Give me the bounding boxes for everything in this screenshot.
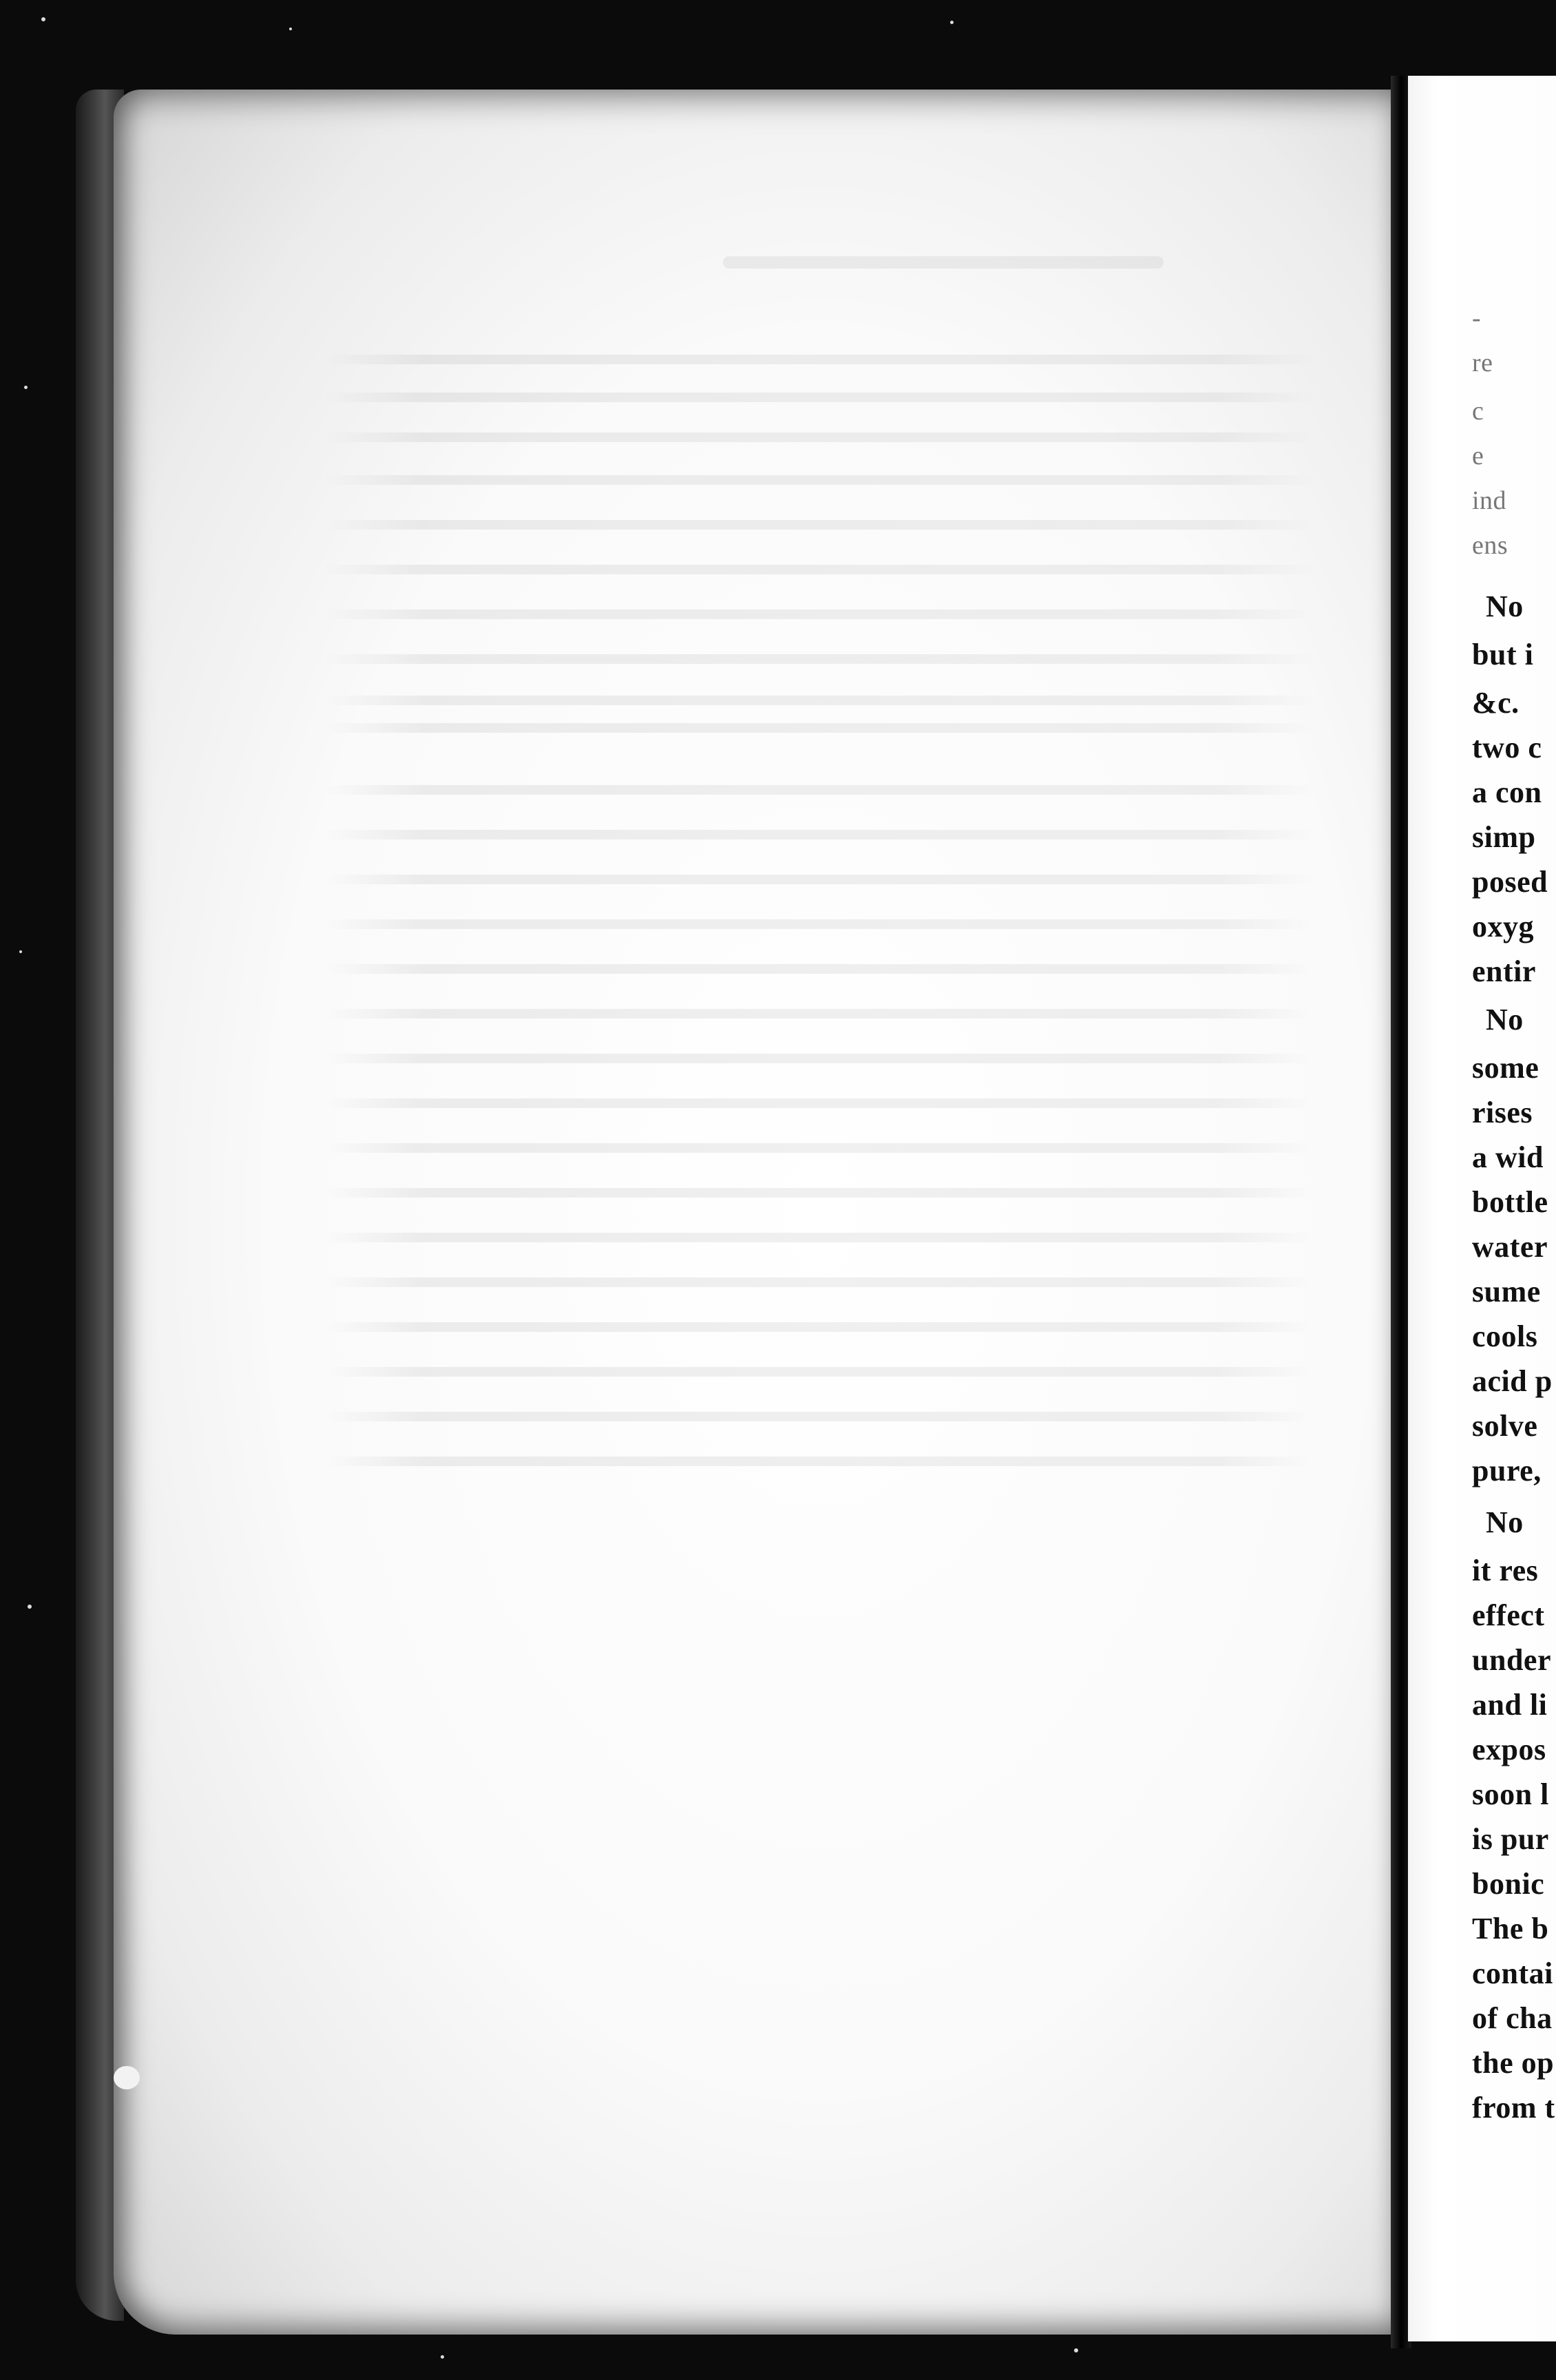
faint-text-line: -	[1472, 304, 1482, 333]
show-through-line	[324, 609, 1315, 619]
faint-text-line: e	[1472, 441, 1484, 470]
text-line: expos	[1472, 1733, 1546, 1766]
text-line: soon l	[1472, 1777, 1549, 1811]
text-line: two c	[1472, 731, 1542, 764]
show-through-line	[324, 520, 1315, 530]
text-line: bottle	[1472, 1185, 1548, 1219]
show-through-line	[324, 355, 1315, 364]
text-line: but i	[1472, 638, 1534, 671]
dust-speck	[1074, 2348, 1078, 2352]
text-line: a con	[1472, 775, 1542, 809]
dust-speck	[41, 17, 45, 21]
dust-speck	[441, 2355, 444, 2359]
text-line: The b	[1472, 1912, 1549, 1945]
text-line: is pur	[1472, 1822, 1549, 1856]
show-through-line	[324, 565, 1315, 574]
show-through-line	[324, 475, 1315, 485]
faint-text-line: c	[1472, 397, 1484, 426]
text-line: and li	[1472, 1688, 1548, 1722]
show-through-line	[324, 1098, 1315, 1108]
show-through-line	[324, 1233, 1315, 1242]
show-through-line	[324, 1322, 1315, 1332]
text-line: bonic	[1472, 1867, 1545, 1901]
show-through-line	[324, 875, 1315, 884]
show-through-line	[324, 919, 1315, 929]
text-line: solve	[1472, 1409, 1538, 1443]
faint-text-line: ind	[1472, 486, 1507, 515]
show-through-line	[324, 830, 1315, 839]
show-through-line	[324, 1009, 1315, 1019]
text-line: simp	[1472, 820, 1536, 854]
show-through-line	[324, 964, 1315, 974]
text-line: under	[1472, 1643, 1551, 1677]
show-through-line	[324, 785, 1315, 795]
paper-blot	[114, 2066, 140, 2089]
text-line: &c.	[1472, 686, 1520, 720]
show-through-line	[324, 432, 1315, 442]
dust-speck	[28, 1605, 32, 1609]
text-line: No	[1486, 1505, 1524, 1539]
text-line: from t	[1472, 2091, 1555, 2125]
dust-speck	[19, 950, 22, 953]
show-through-line	[324, 1412, 1315, 1421]
text-line: acid p	[1472, 1364, 1553, 1398]
text-line: a wid	[1472, 1140, 1544, 1174]
text-line: of cha	[1472, 2001, 1553, 2035]
text-line: entir	[1472, 954, 1536, 988]
text-line: rises	[1472, 1096, 1533, 1129]
text-line: it res	[1472, 1554, 1539, 1587]
text-line: posed	[1472, 865, 1548, 899]
show-through-heading	[723, 256, 1164, 269]
text-line: the op	[1472, 2046, 1555, 2080]
text-line: some	[1472, 1051, 1539, 1085]
show-through-line	[324, 1367, 1315, 1377]
text-line: sume	[1472, 1275, 1541, 1308]
text-line: contai	[1472, 1956, 1553, 1990]
text-line: water	[1472, 1230, 1548, 1264]
dust-speck	[24, 386, 28, 389]
right-page-text-column	[1472, 0, 1556, 2380]
show-through-line	[324, 1277, 1315, 1287]
show-through-line	[324, 1457, 1315, 1466]
text-line: pure,	[1472, 1454, 1542, 1488]
text-line: oxyg	[1472, 910, 1534, 943]
text-line: effect	[1472, 1598, 1545, 1632]
left-page-blank	[114, 90, 1398, 2335]
show-through-line	[324, 1054, 1315, 1063]
show-through-line	[324, 696, 1315, 705]
dust-speck	[289, 28, 292, 30]
text-line: No	[1486, 1003, 1524, 1036]
show-through-line	[324, 723, 1315, 733]
show-through-line	[324, 393, 1315, 402]
show-through-line	[324, 1188, 1315, 1198]
show-through-line	[324, 654, 1315, 664]
dust-speck	[950, 21, 954, 24]
text-line: cools	[1472, 1319, 1538, 1353]
show-through-line	[324, 1143, 1315, 1153]
faint-text-line: ens	[1472, 531, 1508, 560]
text-line: No	[1486, 589, 1524, 623]
faint-text-line: re	[1472, 348, 1493, 377]
